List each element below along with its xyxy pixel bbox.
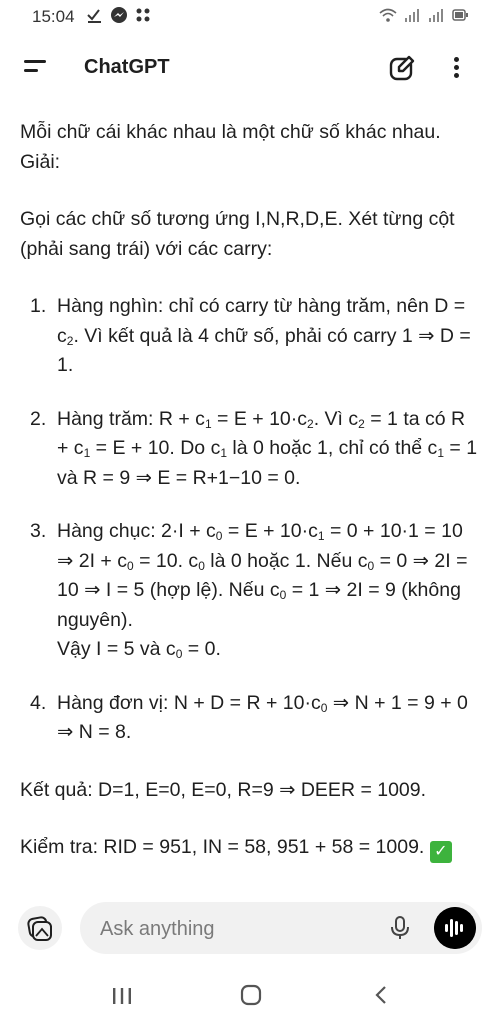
step-text: Hàng chục: $2\cdot I + c_0 = E + 10\cdot c_1 = 0 + 10\cdot 1 = 10$ ⇒ $2I + c_0 = 10$. $c_0$ là 0 hoặc 1. Nếu $c_0 = 0$ ⇒ 2I = 10 ⇒ I = 5 (hợp lệ). Nếu $c_0 = 1$ ⇒ 2I = 9 (không nguyên). <box>57 520 468 631</box>
message-input-container <box>80 902 482 954</box>
assistant-message <box>20 118 480 891</box>
step-number: 1. <box>30 295 47 317</box>
hamburger-icon[interactable] <box>24 54 54 82</box>
notification-icons <box>86 6 152 24</box>
status-bar <box>0 0 499 34</box>
step-number: 3. <box>30 520 47 542</box>
wifi-icon <box>379 6 397 24</box>
system-icons <box>379 6 469 24</box>
recents-icon[interactable] <box>110 986 134 1006</box>
step-number: 2. <box>30 407 47 430</box>
signal-icon <box>403 6 421 24</box>
voice-mode-icon[interactable] <box>434 907 476 949</box>
message-intro: Mỗi chữ cái khác nhau là một chữ số khác nhau. Giải: <box>20 121 441 173</box>
list-item <box>20 517 480 665</box>
message-input[interactable] <box>98 914 372 944</box>
message-result: Kết quả: D=1, E=0, E=0, R=9 ⇒ DEER = 1009. <box>20 778 427 801</box>
home-icon[interactable] <box>240 984 262 1006</box>
step-text: Hàng nghìn: chỉ có carry từ hàng trăm, nên $D = c_2$. Vì kết quả là 4 chữ số, phải có carry 1 ⇒ D = 1. <box>57 295 471 376</box>
list-item <box>20 405 480 494</box>
app-title: ChatGPT <box>84 56 170 78</box>
message-check: Kiểm tra: RID = 951, IN = 58, 951 + 58 = 1009. ✓ <box>20 833 480 863</box>
system-nav-bar <box>0 970 499 1024</box>
messenger-icon <box>110 6 128 24</box>
check-mark-icon: ✓ <box>430 841 452 863</box>
back-icon[interactable] <box>370 984 392 1006</box>
steps-list <box>20 292 480 748</box>
app-bar <box>0 40 499 96</box>
step-conclusion: Vậy I = 5 và $c_0 = 0$. <box>57 638 221 661</box>
edit-icon[interactable] <box>388 54 416 82</box>
grid-dots-icon <box>134 6 152 24</box>
download-done-icon <box>86 6 104 24</box>
step-text: Hàng trăm: $R + c_1 = E + 10\cdot c_2$. Vì $c_2 = 1$ ta có $R + c_1 = E + 10$. Do $c_1$ là 0 hoặc 1, chỉ có thể $c_1 = 1$ và R = 9 ⇒ E = R+1−10 = 0. <box>57 407 478 489</box>
kebab-icon[interactable] <box>446 54 466 82</box>
battery-icon <box>451 6 469 24</box>
attachment-icon[interactable] <box>18 906 62 950</box>
step-number: 4. <box>30 691 47 714</box>
microphone-icon[interactable] <box>386 914 414 942</box>
list-item <box>20 292 480 381</box>
message-setup: Gọi các chữ số tương ứng I,N,R,D,E. Xét từng cột (phải sang trái) với các carry: <box>20 208 455 260</box>
signal-icon <box>427 6 445 24</box>
status-time: 15:04 <box>32 7 75 26</box>
step-text: Hàng đơn vị: $N + D = R + 10\cdot c_0$ ⇒ N + 1 = 9 + 0 ⇒ N = 8. <box>57 691 468 743</box>
composer <box>0 882 499 968</box>
list-item <box>20 689 480 748</box>
